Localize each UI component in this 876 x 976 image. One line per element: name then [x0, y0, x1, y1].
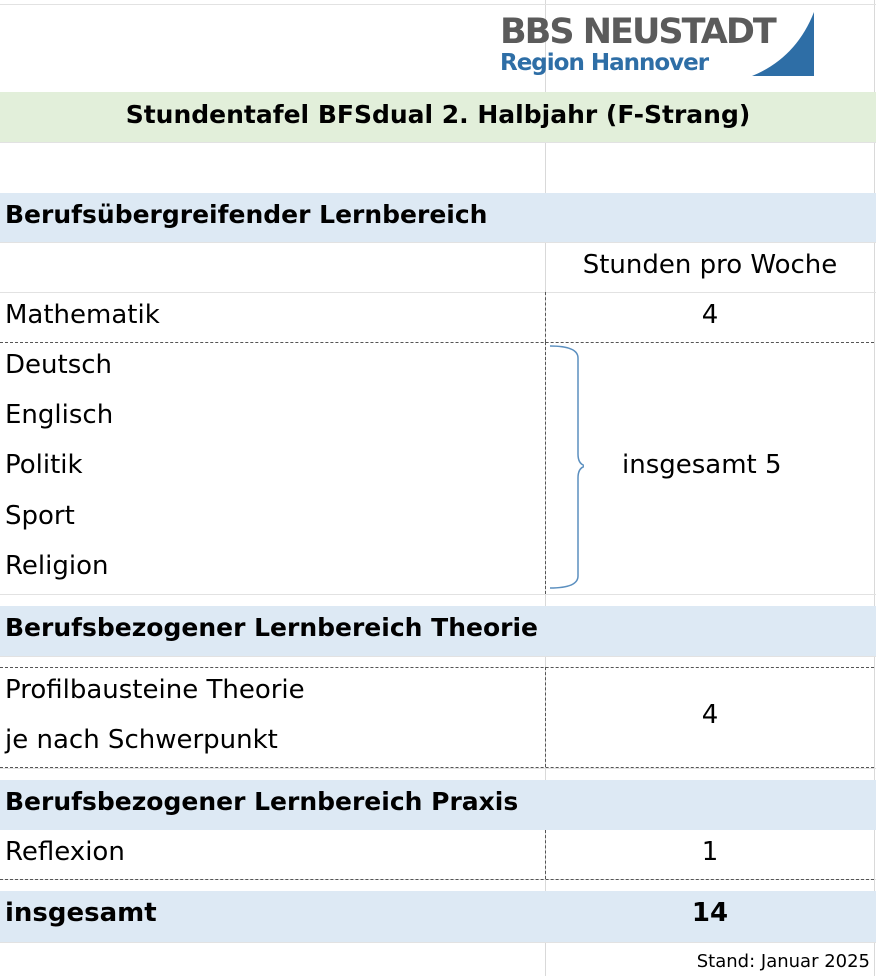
hours-profilbausteine: 4: [701, 700, 719, 730]
logo-line2: Region Hannover: [500, 50, 709, 76]
logo-line1: BBS NEUSTADT: [500, 12, 775, 52]
page-title: Stundentafel BFSdual 2. Halbjahr (F-Strang): [125, 100, 751, 129]
row-gridline: [0, 242, 876, 243]
subject-profilbausteine: Profilbausteine Theorie: [5, 675, 305, 705]
row-divider: [0, 667, 874, 668]
row-divider: [0, 879, 874, 880]
subject-deutsch: Deutsch: [5, 350, 113, 380]
cell-divider: [545, 667, 546, 767]
subject-mathematik: Mathematik: [5, 300, 160, 330]
subject-religion: Religion: [5, 551, 109, 581]
row-gridline: [0, 142, 876, 143]
section-heading-practice: Berufsbezogener Lernbereich Praxis: [5, 787, 519, 816]
cell-divider: [545, 342, 546, 594]
row-gridline: [0, 768, 876, 769]
total-label: insgesamt: [5, 898, 157, 928]
row-divider: [0, 342, 874, 343]
row-divider: [0, 767, 874, 768]
hours-mathematik: 4: [701, 300, 719, 330]
row-gridline: [0, 656, 876, 657]
date-stamp: Stand: Januar 2025: [696, 951, 870, 972]
subject-englisch: Englisch: [5, 400, 114, 430]
curly-brace-icon: [548, 344, 584, 592]
subject-profilbausteine-note: je nach Schwerpunkt: [5, 725, 278, 755]
subject-reflexion: Reflexion: [5, 837, 125, 867]
column-header-hours: Stunden pro Woche: [582, 250, 838, 280]
group-total-hours: insgesamt 5: [622, 450, 782, 480]
cell-divider: [545, 830, 546, 879]
total-hours: 14: [691, 898, 729, 928]
row-gridline: [0, 292, 876, 293]
row-gridline: [0, 4, 876, 5]
subject-sport: Sport: [5, 501, 75, 531]
school-logo: [496, 10, 818, 80]
row-gridline: [0, 594, 876, 595]
subject-politik: Politik: [5, 450, 83, 480]
hours-reflexion: 1: [701, 837, 719, 867]
cell-divider: [545, 292, 546, 342]
section-heading-general: Berufsübergreifender Lernbereich: [5, 200, 488, 229]
row-gridline: [0, 942, 876, 943]
logo-swoosh: [748, 10, 816, 78]
section-heading-theory: Berufsbezogener Lernbereich Theorie: [5, 613, 538, 642]
